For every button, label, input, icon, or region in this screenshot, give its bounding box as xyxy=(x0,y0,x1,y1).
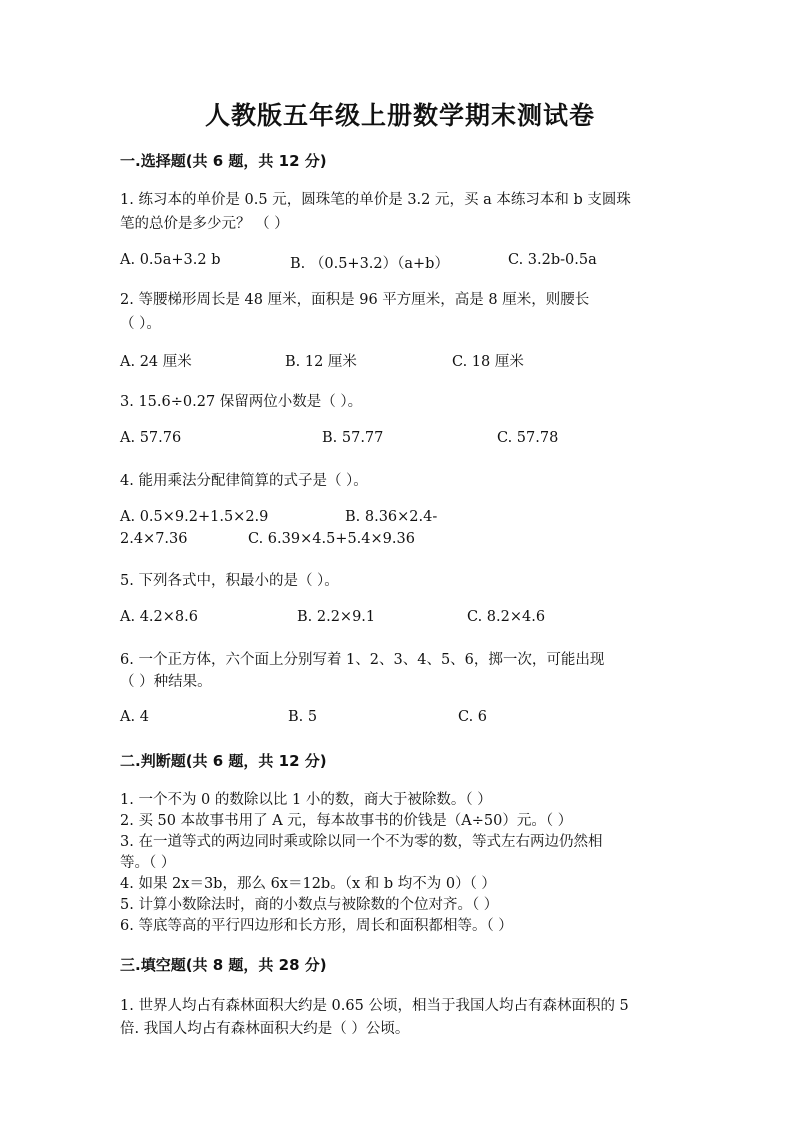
question-line: 4. 能用乘法分配律简算的式子是（ ）。 xyxy=(120,473,368,489)
fill-line: 倍. 我国人均占有森林面积大约是（ ）公顷。 xyxy=(120,1021,410,1037)
judgement-line: 等。（ ） xyxy=(120,855,176,871)
fill-line: 1. 世界人均占有森林面积大约是 0.65 公顷，相当于我国人均占有森林面积的 5 xyxy=(120,998,629,1014)
section-heading-judgement: 二.判断题(共 6 题，共 12 分) xyxy=(120,752,327,770)
option-b: B. 8.36×2.4- xyxy=(345,509,438,525)
option-b: B. （0.5+3.2）（a+b） xyxy=(290,256,449,272)
judgement-line: 5. 计算小数除法时，商的小数点与被除数的个位对齐。（ ） xyxy=(120,897,499,913)
option-b: B. 12 厘米 xyxy=(285,354,357,370)
section-heading-fill-blank: 三.填空题(共 8 题，共 28 分) xyxy=(120,956,327,974)
question-line: 5. 下列各式中，积最小的是（ ）。 xyxy=(120,573,339,589)
option-a: A. 0.5×9.2+1.5×2.9 xyxy=(120,509,269,525)
question-line: （ ）种结果。 xyxy=(120,674,212,690)
judgement-line: 2. 买 50 本故事书用了 A 元，每本故事书的价钱是（A÷50）元。（ ） xyxy=(120,813,573,829)
option-c: C. 6 xyxy=(458,709,488,725)
option-a: A. 4.2×8.6 xyxy=(120,609,198,625)
option-c: C. 18 厘米 xyxy=(452,354,524,370)
judgement-line: 1. 一个不为 0 的数除以比 1 小的数，商大于被除数。（ ） xyxy=(120,792,492,808)
question-line: 6. 一个正方体，六个面上分别写着 1、2、3、4、5、6，掷一次，可能出现 xyxy=(120,652,605,668)
option-a: A. 0.5a+3.2 b xyxy=(120,252,221,268)
judgement-line: 6. 等底等高的平行四边形和长方形，周长和面积都相等。（ ） xyxy=(120,918,513,934)
judgement-line: 4. 如果 2x＝3b，那么 6x＝12b。（x 和 b 均不为 0）（ ） xyxy=(120,876,496,892)
question-line: 1. 练习本的单价是 0.5 元，圆珠笔的单价是 3.2 元，买 a 本练习本和 b 支圆珠 xyxy=(120,192,631,208)
judgement-line: 3. 在一道等式的两边同时乘或除以同一个不为零的数，等式左右两边仍然相 xyxy=(120,834,603,850)
option-b: B. 57.77 xyxy=(322,430,384,446)
exam-title: 人教版五年级上册数学期末测试卷 xyxy=(204,101,595,130)
option-a: A. 4 xyxy=(120,709,149,725)
option-b: B. 2.2×9.1 xyxy=(297,609,376,625)
section-heading-choice: 一.选择题(共 6 题，共 12 分) xyxy=(120,152,327,170)
option-b-continued: 2.4×7.36 xyxy=(120,531,188,547)
option-a: A. 24 厘米 xyxy=(120,354,192,370)
question-line: 3. 15.6÷0.27 保留两位小数是（ ）。 xyxy=(120,394,363,410)
question-line: 笔的总价是多少元？ （ ） xyxy=(120,216,289,232)
question-line: 2. 等腰梯形周长是 48 厘米，面积是 96 平方厘米，高是 8 厘米，则腰长 xyxy=(120,292,590,308)
option-c: C. 57.78 xyxy=(497,430,559,446)
option-a: A. 57.76 xyxy=(120,430,182,446)
option-b: B. 5 xyxy=(288,709,318,725)
question-line: （ ）。 xyxy=(120,316,161,332)
option-c: C. 8.2×4.6 xyxy=(467,609,546,625)
option-c: C. 3.2b-0.5a xyxy=(508,252,597,268)
option-c: C. 6.39×4.5+5.4×9.36 xyxy=(248,531,415,547)
